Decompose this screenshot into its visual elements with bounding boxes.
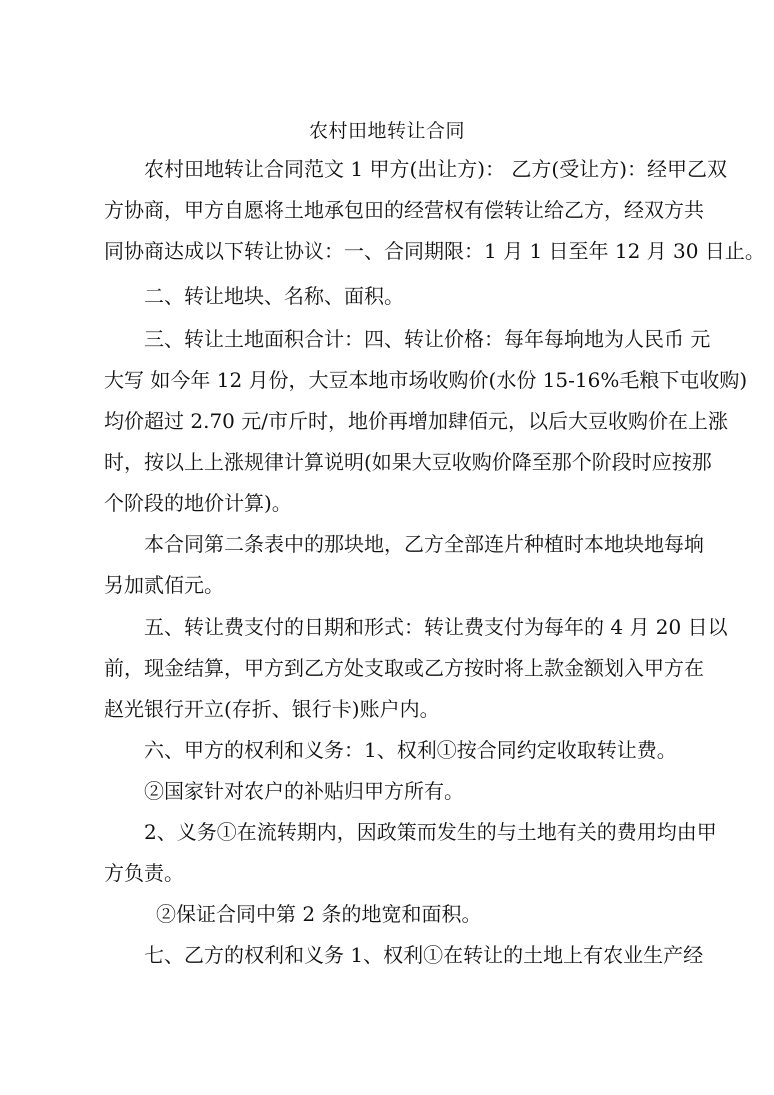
paragraph-line: 2、义务①在流转期内，因政策而发生的与土地有关的费用均由甲 — [144, 820, 717, 844]
paragraph-line: ②保证合同中第 2 条的地宽和面积。 — [156, 902, 482, 926]
paragraph-line: ②国家针对农户的补贴归甲方所有。 — [144, 779, 464, 803]
paragraph-line: 六、甲方的权利和义务：1、权利①按合同约定收取转让费。 — [144, 738, 677, 762]
paragraph-line: 五、转让费支付的日期和形式：转让费支付为每年的 4 月 20 日以 — [144, 615, 728, 639]
paragraph-line: 大写 如今年 12 月份，大豆本地市场收购价(水份 15-16%毛粮下屯收购) — [104, 368, 748, 392]
paragraph-line: 农村田地转让合同范文 1 甲方(出让方)： 乙方(受让方)：经甲乙双 — [144, 157, 728, 181]
paragraph-line: 同协商达成以下转让协议：一、合同期限：1 月 1 日至年 12 月 30 日止。 — [104, 239, 765, 263]
paragraph-line: 三、转让土地面积合计：四、转让价格：每年每垧地为人民币 元 — [144, 327, 711, 351]
document-title: 农村田地转让合同 — [308, 120, 465, 142]
paragraph-line: 均价超过 2.70 元/市斤时，地价再增加肆佰元，以后大豆收购价在上涨 — [104, 409, 728, 433]
paragraph-line: 前，现金结算，甲方到乙方处支取或乙方按时将上款金额划入甲方在 — [104, 656, 704, 680]
paragraph-line: 七、乙方的权利和义务 1、权利①在转让的土地上有农业生产经 — [144, 943, 704, 967]
paragraph-line: 时，按以上上涨规律计算说明(如果大豆收购价降至那个阶段时应按那 — [104, 450, 712, 474]
paragraph-line: 另加贰佰元。 — [104, 573, 224, 597]
paragraph-line: 方协商，甲方自愿将土地承包田的经营权有偿转让给乙方，经双方共 — [104, 198, 704, 222]
paragraph-line: 个阶段的地价计算)。 — [104, 491, 292, 515]
paragraph-line: 方负责。 — [104, 861, 184, 885]
paragraph-line: 赵光银行开立(存折、银行卡)账户内。 — [104, 697, 440, 721]
paragraph-line: 本合同第二条表中的那块地，乙方全部连片种植时本地块地每垧 — [144, 532, 704, 556]
paragraph-line: 二、转让地块、名称、面积。 — [144, 284, 404, 308]
